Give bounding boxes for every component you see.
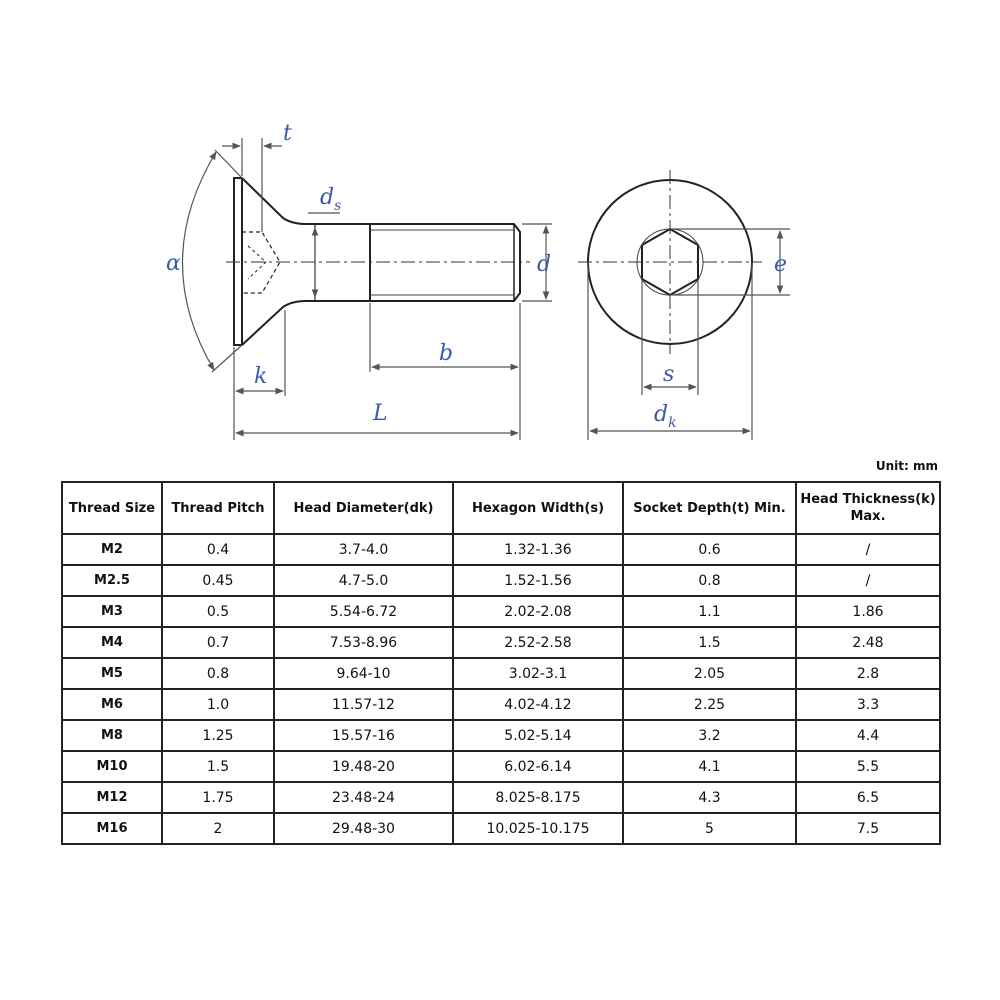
thread-pitch-cell: 0.45 [162, 565, 274, 596]
thread-size-cell: M10 [62, 751, 162, 782]
hexagon-width-cell: 5.02-5.14 [453, 720, 623, 751]
hexagon-width-cell: 3.02-3.1 [453, 658, 623, 689]
socket-depth-cell: 1.5 [623, 627, 796, 658]
head-diameter-cell: 3.7-4.0 [274, 534, 453, 565]
table-row [62, 782, 940, 813]
t-dimension [222, 138, 282, 232]
table-row [62, 689, 940, 720]
hexagon-width-cell: 1.32-1.36 [453, 534, 623, 565]
header-head-diameter: Head Diameter(dk) [274, 482, 453, 534]
thread-pitch-cell: 1.5 [162, 751, 274, 782]
thread-pitch-cell: 0.8 [162, 658, 274, 689]
thread-pitch-cell: 0.4 [162, 534, 274, 565]
socket-depth-cell: 3.2 [623, 720, 796, 751]
label-b: b [439, 341, 454, 366]
screw-technical-drawing [0, 0, 1000, 450]
socket-depth-cell: 1.1 [623, 596, 796, 627]
head-thickness-cell: 3.3 [796, 689, 940, 720]
thread-size-cell: M16 [62, 813, 162, 844]
header-hexagon-width: Hexagon Width(s) [453, 482, 623, 534]
head-thickness-cell: / [796, 565, 940, 596]
header-socket-depth: Socket Depth(t) Min. [623, 482, 796, 534]
thread-size-cell: M8 [62, 720, 162, 751]
header-head-thickness: Head Thickness(k) Max. [796, 482, 940, 534]
table-row [62, 627, 940, 658]
socket-depth-cell: 2.05 [623, 658, 796, 689]
hexagon-width-cell: 10.025-10.175 [453, 813, 623, 844]
table-row [62, 565, 940, 596]
label-dk: $d_k$ [654, 402, 677, 431]
label-s: s [663, 362, 675, 387]
thread-size-cell: M3 [62, 596, 162, 627]
socket-depth-cell: 2.25 [623, 689, 796, 720]
thread-pitch-cell: 0.7 [162, 627, 274, 658]
label-d: d [537, 252, 552, 277]
header-thread-pitch: Thread Pitch [162, 482, 274, 534]
thread-size-cell: M5 [62, 658, 162, 689]
thread-pitch-cell: 1.25 [162, 720, 274, 751]
head-diameter-cell: 9.64-10 [274, 658, 453, 689]
socket-depth-cell: 0.6 [623, 534, 796, 565]
label-alpha: α [166, 251, 181, 276]
table-row [62, 534, 940, 565]
thread-pitch-cell: 0.5 [162, 596, 274, 627]
hexagon-width-cell: 2.52-2.58 [453, 627, 623, 658]
socket-depth-cell: 4.3 [623, 782, 796, 813]
thread-size-cell: M4 [62, 627, 162, 658]
thread-pitch-cell: 2 [162, 813, 274, 844]
header-thread-size: Thread Size [62, 482, 162, 534]
head-diameter-cell: 7.53-8.96 [274, 627, 453, 658]
head-diameter-cell: 15.57-16 [274, 720, 453, 751]
head-diameter-cell: 19.48-20 [274, 751, 453, 782]
head-diameter-cell: 4.7-5.0 [274, 565, 453, 596]
head-thickness-cell: 1.86 [796, 596, 940, 627]
thread-size-cell: M2 [62, 534, 162, 565]
label-k: k [254, 364, 268, 389]
head-diameter-cell: 23.48-24 [274, 782, 453, 813]
hexagon-width-cell: 4.02-4.12 [453, 689, 623, 720]
table-header-row [62, 482, 940, 534]
socket-depth-cell: 4.1 [623, 751, 796, 782]
thread-size-cell: M2.5 [62, 565, 162, 596]
table-row [62, 751, 940, 782]
label-L: L [373, 401, 388, 426]
head-diameter-cell: 11.57-12 [274, 689, 453, 720]
table-body [62, 534, 940, 844]
spec-table [61, 481, 941, 845]
head-thickness-cell: / [796, 534, 940, 565]
head-thickness-cell: 7.5 [796, 813, 940, 844]
hexagon-width-cell: 8.025-8.175 [453, 782, 623, 813]
unit-label: Unit: mm [875, 459, 938, 473]
table-row [62, 596, 940, 627]
hexagon-width-cell: 2.02-2.08 [453, 596, 623, 627]
head-thickness-cell: 2.8 [796, 658, 940, 689]
b-dimension [370, 303, 520, 440]
thread-size-cell: M12 [62, 782, 162, 813]
label-t: t [283, 121, 292, 146]
table-row [62, 813, 940, 844]
head-diameter-cell: 5.54-6.72 [274, 596, 453, 627]
thread-pitch-cell: 1.0 [162, 689, 274, 720]
head-thickness-cell: 5.5 [796, 751, 940, 782]
hexagon-width-cell: 6.02-6.14 [453, 751, 623, 782]
thread-size-cell: M6 [62, 689, 162, 720]
head-thickness-cell: 2.48 [796, 627, 940, 658]
thread-pitch-cell: 1.75 [162, 782, 274, 813]
head-diameter-cell: 29.48-30 [274, 813, 453, 844]
socket-depth-cell: 5 [623, 813, 796, 844]
ds-dimension [308, 213, 340, 297]
label-e: e [774, 252, 788, 277]
head-thickness-cell: 6.5 [796, 782, 940, 813]
table-row [62, 720, 940, 751]
table-row [62, 658, 940, 689]
label-ds: $d_s$ [320, 185, 342, 214]
socket-depth-cell: 0.8 [623, 565, 796, 596]
head-thickness-cell: 4.4 [796, 720, 940, 751]
hexagon-width-cell: 1.52-1.56 [453, 565, 623, 596]
